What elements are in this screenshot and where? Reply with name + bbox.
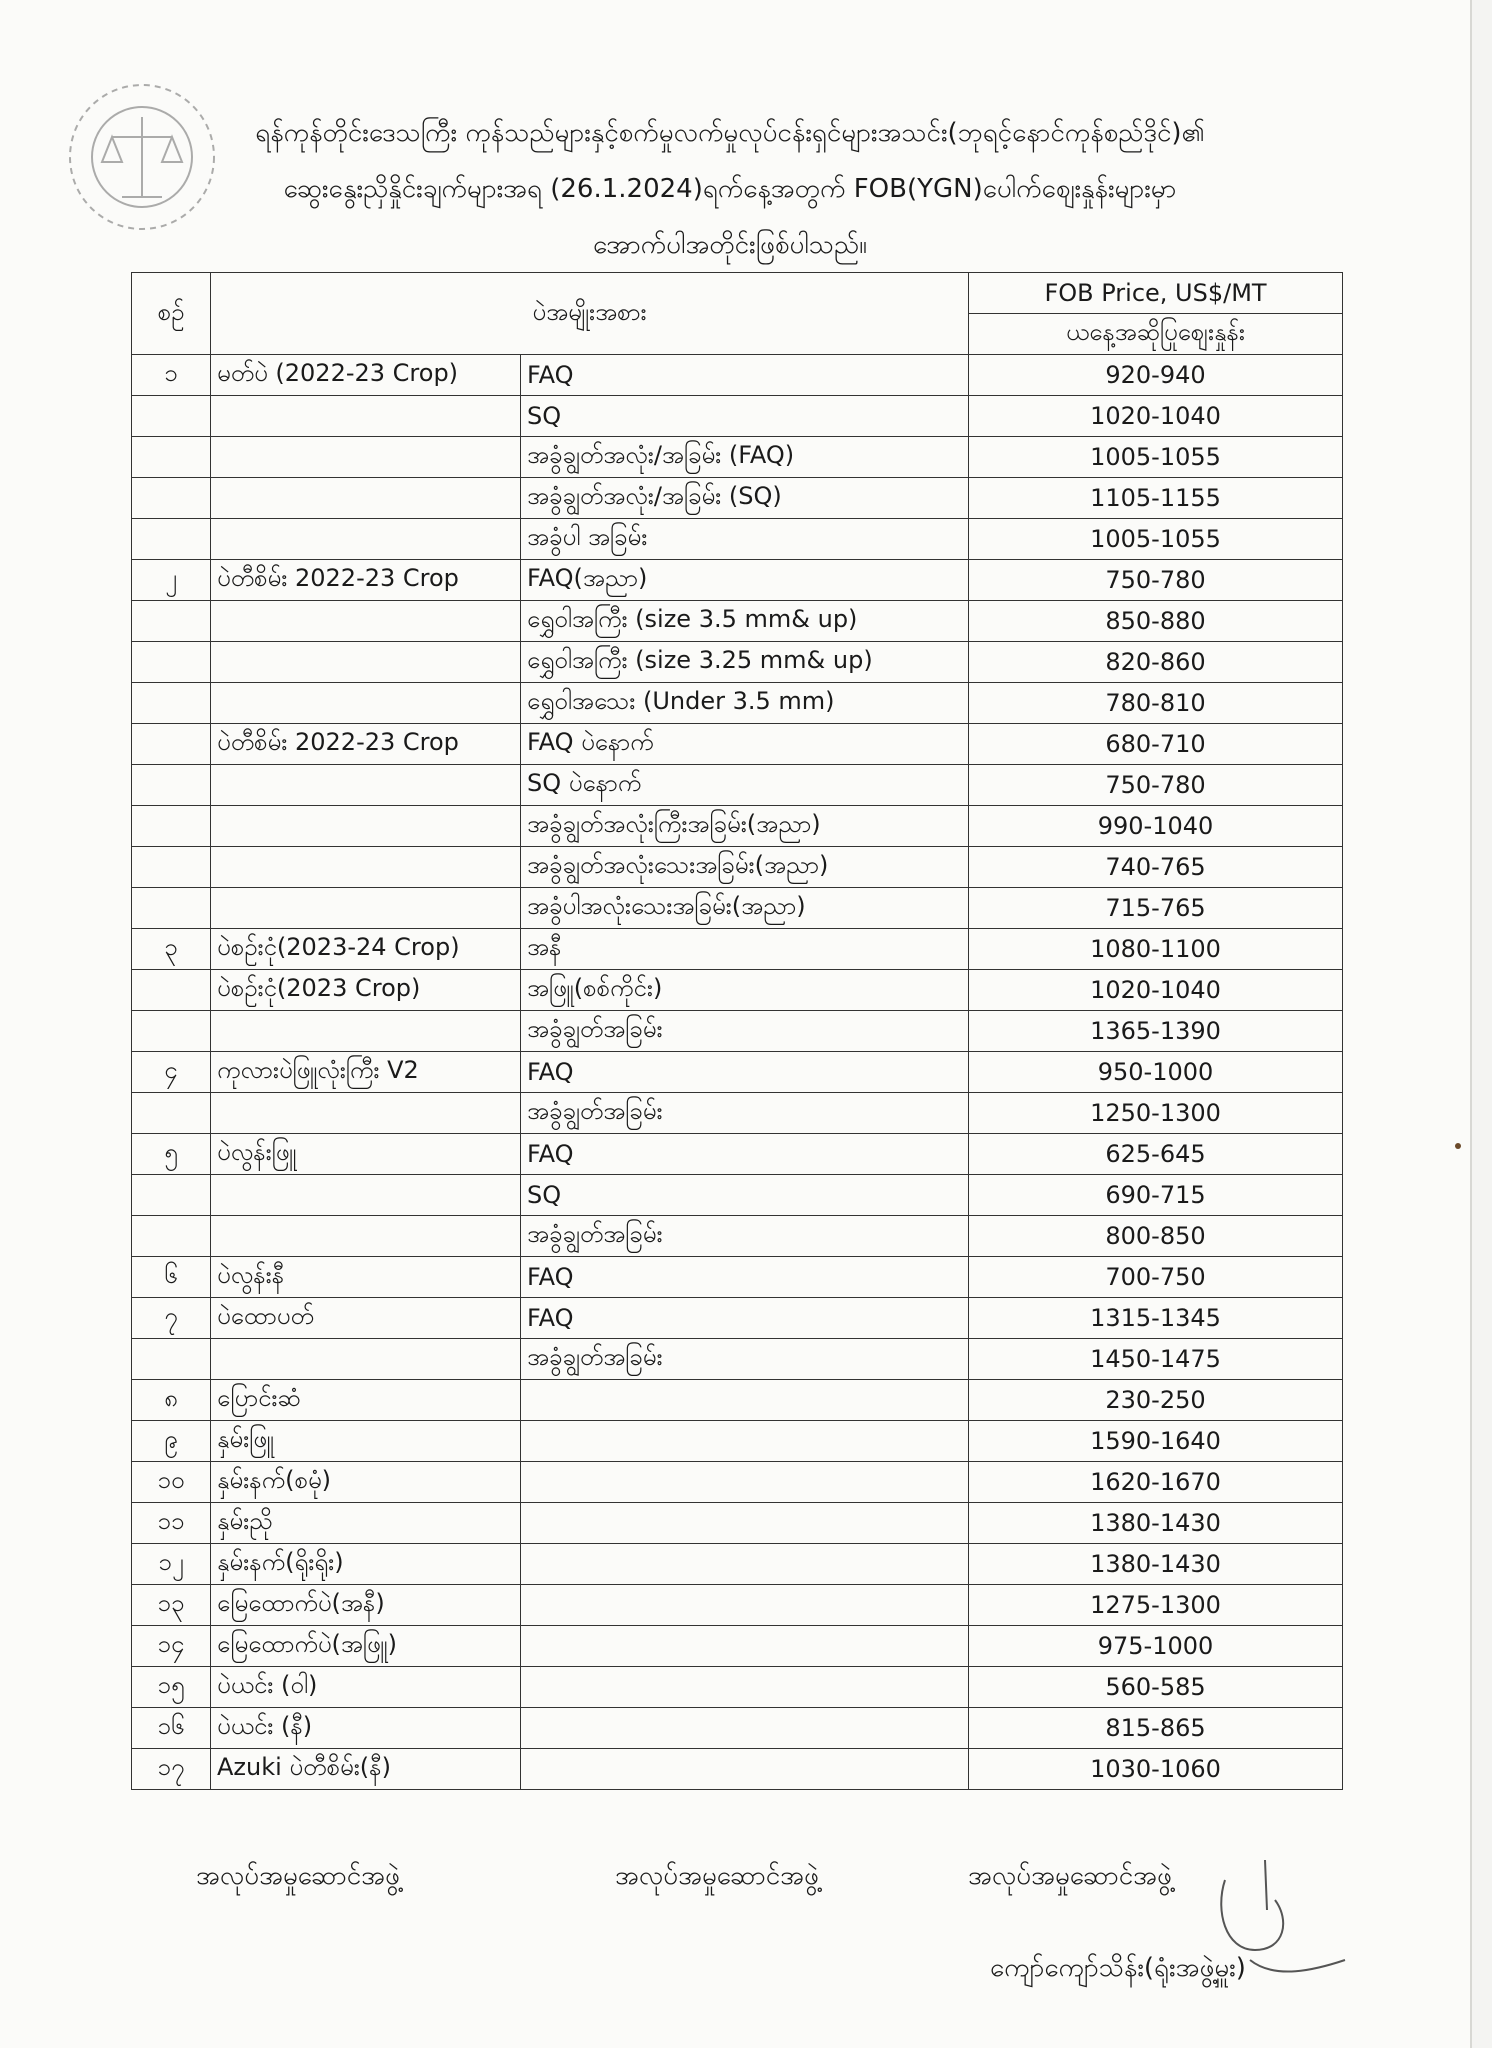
row-item-name <box>211 642 521 683</box>
row-item-name: နှမ်းညို <box>211 1503 521 1544</box>
table-row <box>132 1380 1343 1421</box>
table-row <box>132 1298 1343 1339</box>
row-number <box>132 519 211 560</box>
row-grade <box>521 1503 969 1544</box>
row-number <box>132 847 211 888</box>
row-number: ၁၆ <box>132 1708 211 1749</box>
row-item-name <box>211 1011 521 1052</box>
row-number <box>132 1175 211 1216</box>
row-item-name: နှမ်းနက်(စမုံ) <box>211 1462 521 1503</box>
table-row <box>132 1462 1343 1503</box>
row-grade <box>521 1708 969 1749</box>
row-price: 990-1040 <box>969 806 1343 847</box>
row-number: ၅ <box>132 1134 211 1175</box>
row-grade: အခွံချွတ်အလုံး/အခြမ်း (FAQ) <box>521 437 969 478</box>
row-price: 1450-1475 <box>969 1339 1343 1380</box>
row-item-name: ပြောင်းဆံ <box>211 1380 521 1421</box>
row-number <box>132 396 211 437</box>
row-number <box>132 1011 211 1052</box>
row-grade: FAQ ပဲနောက် <box>521 724 969 765</box>
header-line-3: အောက်ပါအတိုင်းဖြစ်ပါသည်။ <box>593 230 867 260</box>
header-line-2: ဆွေးနွေးညှိနှိုင်းချက်များအရ (26.1.2024)ရက်နေ့အတွက် FOB(YGN)ပေါက်စျေးနှုန်းများမှာ <box>283 174 1177 204</box>
row-grade: အခွံချွတ်အလုံးသေးအခြမ်း(အညာ) <box>521 847 969 888</box>
ink-spot <box>1455 1143 1461 1149</box>
table-row <box>132 806 1343 847</box>
row-price: 1315-1345 <box>969 1298 1343 1339</box>
row-price: 800-850 <box>969 1216 1343 1257</box>
row-price: 1380-1430 <box>969 1503 1343 1544</box>
row-price: 1030-1060 <box>969 1749 1343 1790</box>
row-price: 1365-1390 <box>969 1011 1343 1052</box>
row-number <box>132 1216 211 1257</box>
row-number: ၈ <box>132 1380 211 1421</box>
row-grade: အဖြူ(စစ်ကိုင်း) <box>521 970 969 1011</box>
row-item-name <box>211 1216 521 1257</box>
row-item-name: Azuki ပဲတီစိမ်း(နီ) <box>211 1749 521 1790</box>
table-row <box>132 1667 1343 1708</box>
row-grade: အနီ <box>521 929 969 970</box>
row-number <box>132 806 211 847</box>
row-price: 700-750 <box>969 1257 1343 1298</box>
table-row <box>132 683 1343 724</box>
table-row <box>132 765 1343 806</box>
row-item-name: ပဲတီစိမ်း 2022-23 Crop <box>211 724 521 765</box>
row-grade: SQ ပဲနောက် <box>521 765 969 806</box>
row-item-name <box>211 396 521 437</box>
row-number <box>132 765 211 806</box>
table-row <box>132 1093 1343 1134</box>
row-item-name: နှမ်းနက်(ရိုးရိုး) <box>211 1544 521 1585</box>
row-grade <box>521 1585 969 1626</box>
row-grade: ရွှေဝါအကြီး (size 3.25 mm& up) <box>521 642 969 683</box>
row-grade <box>521 1749 969 1790</box>
table-row <box>132 1585 1343 1626</box>
row-number: ၁၇ <box>132 1749 211 1790</box>
column-header-price-sub: ယနေ့အဆိုပြုစျေးနှုန်း <box>969 314 1343 355</box>
row-price: 780-810 <box>969 683 1343 724</box>
row-item-name: ပဲထောပတ် <box>211 1298 521 1339</box>
row-item-name <box>211 1339 521 1380</box>
row-number: ၇ <box>132 1298 211 1339</box>
row-item-name: ပဲတီစိမ်း 2022-23 Crop <box>211 560 521 601</box>
row-price: 560-585 <box>969 1667 1343 1708</box>
row-price: 820-860 <box>969 642 1343 683</box>
row-item-name: ပဲလွန်းနီ <box>211 1257 521 1298</box>
table-row <box>132 642 1343 683</box>
row-grade: အခွံချွတ်အခြမ်း <box>521 1216 969 1257</box>
row-number <box>132 642 211 683</box>
row-price: 1380-1430 <box>969 1544 1343 1585</box>
row-grade <box>521 1626 969 1667</box>
column-header-price: FOB Price, US$/MT <box>969 273 1343 314</box>
table-row <box>132 1503 1343 1544</box>
table-row <box>132 1544 1343 1585</box>
row-price: 1005-1055 <box>969 437 1343 478</box>
row-number <box>132 437 211 478</box>
table-row <box>132 601 1343 642</box>
table-row <box>132 1421 1343 1462</box>
row-price: 1250-1300 <box>969 1093 1343 1134</box>
column-header-no: စဉ် <box>132 273 211 355</box>
row-number: ၁၃ <box>132 1585 211 1626</box>
row-number: ၁၂ <box>132 1544 211 1585</box>
table-row <box>132 847 1343 888</box>
row-price: 1105-1155 <box>969 478 1343 519</box>
row-grade <box>521 1462 969 1503</box>
row-grade: FAQ <box>521 1134 969 1175</box>
row-price: 920-940 <box>969 355 1343 396</box>
row-number: ၄ <box>132 1052 211 1093</box>
row-price: 1080-1100 <box>969 929 1343 970</box>
row-item-name <box>211 601 521 642</box>
row-item-name <box>211 1093 521 1134</box>
signature-committee-2: အလုပ်အမှုဆောင်အဖွဲ့ <box>615 1861 819 1891</box>
row-price: 740-765 <box>969 847 1343 888</box>
row-number <box>132 683 211 724</box>
signatory-name: ကျော်ကျော်သိန်း(ရုံးအဖွဲ့မှူး) <box>990 1953 1246 1983</box>
row-price: 950-1000 <box>969 1052 1343 1093</box>
column-header-item: ပဲအမျိုးအစား <box>211 273 969 355</box>
row-price: 850-880 <box>969 601 1343 642</box>
signature-committee-3: အလုပ်အမှုဆောင်အဖွဲ့ <box>968 1861 1172 1891</box>
row-grade: ရွှေဝါအကြီး (size 3.5 mm& up) <box>521 601 969 642</box>
row-item-name: ပဲစဉ်းငုံ(2023 Crop) <box>211 970 521 1011</box>
row-grade: အခွံချွတ်အလုံးကြီးအခြမ်း(အညာ) <box>521 806 969 847</box>
row-price: 750-780 <box>969 560 1343 601</box>
row-grade <box>521 1421 969 1462</box>
row-number: ၆ <box>132 1257 211 1298</box>
row-grade: အခွံချွတ်အလုံး/အခြမ်း (SQ) <box>521 478 969 519</box>
row-grade: FAQ(အညာ) <box>521 560 969 601</box>
row-number: ၁၅ <box>132 1667 211 1708</box>
row-item-name: ပဲယင်း (နီ) <box>211 1708 521 1749</box>
table-row <box>132 1626 1343 1667</box>
row-item-name <box>211 519 521 560</box>
row-item-name: ကုလားပဲဖြူလုံးကြီး V2 <box>211 1052 521 1093</box>
row-number <box>132 888 211 929</box>
row-number <box>132 724 211 765</box>
row-grade: အခွံချွတ်အခြမ်း <box>521 1093 969 1134</box>
row-item-name: မြေထောက်ပဲ(အဖြူ) <box>211 1626 521 1667</box>
row-item-name <box>211 478 521 519</box>
price-table <box>131 272 1343 1790</box>
row-price: 815-865 <box>969 1708 1343 1749</box>
row-price: 1590-1640 <box>969 1421 1343 1462</box>
row-grade: FAQ <box>521 1298 969 1339</box>
row-item-name: ပဲစဉ်းငုံ(2023-24 Crop) <box>211 929 521 970</box>
table-row <box>132 1175 1343 1216</box>
table-row <box>132 1339 1343 1380</box>
table-row <box>132 1011 1343 1052</box>
row-grade: FAQ <box>521 355 969 396</box>
row-number: ၁၄ <box>132 1626 211 1667</box>
row-item-name: မြေထောက်ပဲ(အနီ) <box>211 1585 521 1626</box>
row-grade: ရွှေဝါအသေး (Under 3.5 mm) <box>521 683 969 724</box>
row-item-name: နှမ်းဖြူ <box>211 1421 521 1462</box>
table-row <box>132 1134 1343 1175</box>
row-item-name <box>211 437 521 478</box>
row-number <box>132 1339 211 1380</box>
row-number: ၁၀ <box>132 1462 211 1503</box>
row-grade: အခွံချွတ်အခြမ်း <box>521 1011 969 1052</box>
row-number <box>132 601 211 642</box>
row-price: 715-765 <box>969 888 1343 929</box>
table-row <box>132 478 1343 519</box>
signature-committee-1: အလုပ်အမှုဆောင်အဖွဲ့ <box>196 1861 400 1891</box>
row-number: ၁ <box>132 355 211 396</box>
row-number: ၁၁ <box>132 1503 211 1544</box>
row-number: ၂ <box>132 560 211 601</box>
row-price: 1020-1040 <box>969 396 1343 437</box>
row-price: 690-715 <box>969 1175 1343 1216</box>
row-price: 230-250 <box>969 1380 1343 1421</box>
table-row <box>132 1257 1343 1298</box>
header-line-1: ရန်ကုန်တိုင်းဒေသကြီး ကုန်သည်များနှင့်စက်မှုလက်မှုလုပ်ငန်းရှင်များအသင်း(ဘုရင့်နောင်ကုန်စည်ဒိုင်)၏ <box>255 118 1205 148</box>
table-row <box>132 1052 1343 1093</box>
table-row <box>132 1749 1343 1790</box>
handwritten-signature <box>1195 1840 1355 2000</box>
row-grade: SQ <box>521 396 969 437</box>
row-number <box>132 478 211 519</box>
table-row <box>132 1708 1343 1749</box>
row-item-name: မတ်ပဲ (2022-23 Crop) <box>211 355 521 396</box>
table-row <box>132 437 1343 478</box>
row-item-name <box>211 847 521 888</box>
table-row <box>132 970 1343 1011</box>
table-row <box>132 560 1343 601</box>
table-row <box>132 724 1343 765</box>
table-row <box>132 1216 1343 1257</box>
row-price: 680-710 <box>969 724 1343 765</box>
table-row <box>132 929 1343 970</box>
row-number: ၃ <box>132 929 211 970</box>
row-price: 1005-1055 <box>969 519 1343 560</box>
row-grade <box>521 1544 969 1585</box>
table-row <box>132 355 1343 396</box>
row-grade: FAQ <box>521 1052 969 1093</box>
row-item-name: ပဲလွန်းဖြူ <box>211 1134 521 1175</box>
row-grade <box>521 1667 969 1708</box>
row-grade: အခွံပါ အခြမ်း <box>521 519 969 560</box>
row-grade: FAQ <box>521 1257 969 1298</box>
table-row <box>132 396 1343 437</box>
row-grade: အခွံပါအလုံးသေးအခြမ်း(အညာ) <box>521 888 969 929</box>
row-price: 975-1000 <box>969 1626 1343 1667</box>
row-price: 750-780 <box>969 765 1343 806</box>
row-price: 1620-1670 <box>969 1462 1343 1503</box>
row-price: 1275-1300 <box>969 1585 1343 1626</box>
row-item-name <box>211 1175 521 1216</box>
row-item-name <box>211 765 521 806</box>
row-number <box>132 970 211 1011</box>
row-item-name <box>211 806 521 847</box>
row-grade <box>521 1380 969 1421</box>
row-price: 625-645 <box>969 1134 1343 1175</box>
row-item-name <box>211 888 521 929</box>
row-item-name <box>211 683 521 724</box>
row-price: 1020-1040 <box>969 970 1343 1011</box>
row-number: ၉ <box>132 1421 211 1462</box>
row-item-name: ပဲယင်း (ဝါ) <box>211 1667 521 1708</box>
table-row <box>132 888 1343 929</box>
document-header <box>80 105 1380 273</box>
table-row <box>132 519 1343 560</box>
row-number <box>132 1093 211 1134</box>
row-grade: အခွံချွတ်အခြမ်း <box>521 1339 969 1380</box>
row-grade: SQ <box>521 1175 969 1216</box>
